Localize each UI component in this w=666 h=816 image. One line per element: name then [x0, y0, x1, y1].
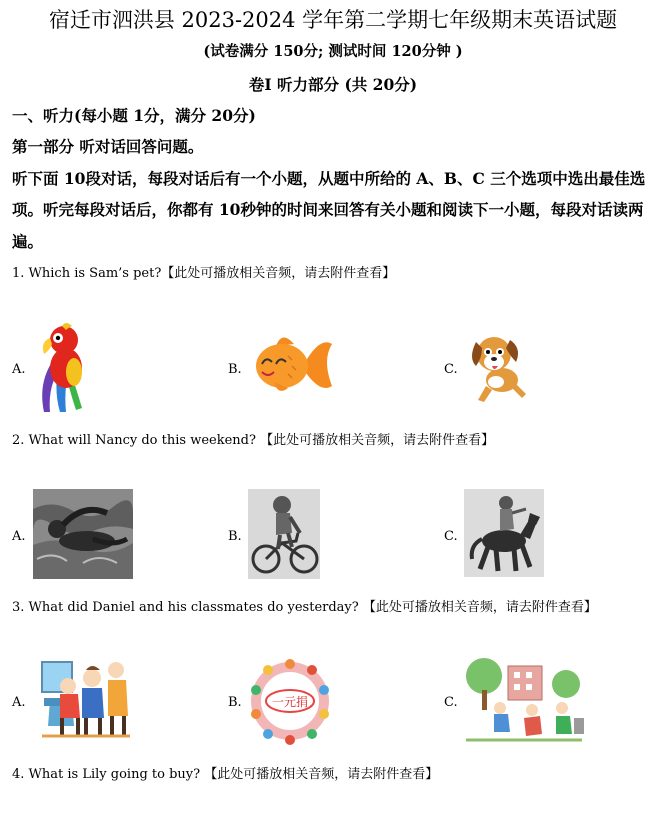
sub-heading: 第一部分 听对话回答问题。: [12, 137, 204, 156]
page-title: 宿迁市泗洪县 2023-2024 学年第二学期七年级期末英语试题: [48, 8, 618, 32]
donation-picture: [250, 656, 330, 746]
section-title: 卷I 听力部分 (共 20分): [248, 75, 418, 94]
goldfish-picture: [248, 330, 334, 402]
option-2c-label: C.: [444, 529, 458, 544]
part-heading: 一、听力(每小题 1分，满分 20分): [12, 106, 256, 125]
donation-badge-text: 一元捐: [271, 695, 309, 709]
swimming-picture: [33, 489, 133, 579]
question-3: 3. What did Daniel and his classmates do yesterday? 【此处可播放相关音频，请去附件查看】: [12, 600, 597, 615]
dog-picture: [466, 328, 530, 406]
instruction-line-1: 听下面 10段对话，每段对话后有一个小题，从题中所给的 A、B、C 三个选项中选出最佳选: [12, 169, 646, 188]
question-4: 4. What is Lily going to buy? 【此处可播放相关音频，请去附件查看】: [12, 767, 439, 782]
option-2b-label: B.: [228, 529, 242, 544]
horse-riding-picture: [464, 489, 544, 577]
cleaning-park-picture: [462, 656, 586, 744]
cycling-picture: [248, 489, 320, 579]
instruction-line-2: 项。听完每段对话后，你都有 10秒钟的时间来回答有关小题和阅读下一小题，每段对话读两: [12, 200, 644, 219]
question-2: 2. What will Nancy do this weekend? 【此处可播放相关音频，请去附件查看】: [12, 433, 495, 448]
option-1c-label: C.: [444, 362, 458, 377]
option-3b-label: B.: [228, 695, 242, 710]
parrot-picture: [32, 322, 88, 414]
option-1a-label: A.: [12, 362, 26, 377]
option-3a-label: A.: [12, 695, 26, 710]
option-3c-label: C.: [444, 695, 458, 710]
helping-elderly-picture: [38, 656, 134, 740]
instruction-line-3: 遍。: [12, 232, 44, 251]
question-1: 1. Which is Sam’s pet?【此处可播放相关音频，请去附件查看】: [12, 266, 396, 281]
exam-info: (试卷满分 150分; 测试时间 120分钟 ): [203, 43, 463, 60]
option-2a-label: A.: [12, 529, 26, 544]
option-1b-label: B.: [228, 362, 242, 377]
